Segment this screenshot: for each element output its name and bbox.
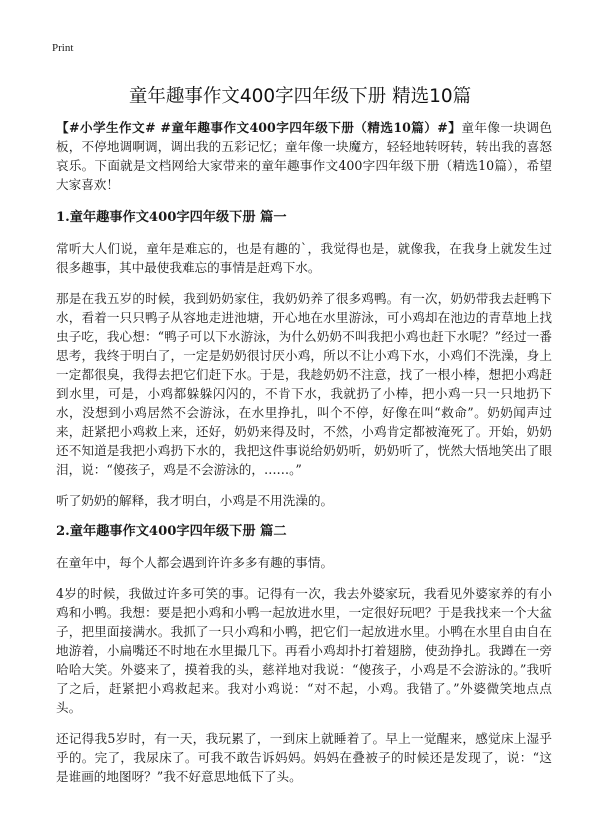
document-body [56, 118, 552, 798]
paragraph: 听了奶奶的解释，我才明白，小鸡是不用洗澡的。 [56, 493, 334, 508]
intro-text: 童年像一块调色板，不停地调啊调，调出我的五彩记忆；童年像一块魔方，轻轻地转呀转，转出我的喜怒哀乐。下面就是文档网给大家带来的童年趣事作文400字四年级下册（精选10篇），希望大家喜欢！ [56, 120, 552, 192]
page-title: 童年趣事作文400字四年级下册 精选10篇 [128, 86, 472, 107]
paragraph: 在童年中，每个人都会遇到许许多多有趣的事情。 [56, 555, 334, 570]
section-heading-1: 1.童年趣事作文400字四年级下册 篇一 [56, 210, 287, 225]
intro-paragraph [56, 118, 552, 194]
intro-tag: 【#小学生作文# #童年趣事作文400字四年级下册（精选10篇）#】 [56, 120, 462, 135]
paragraph: 4岁的时候，我做过许多可笑的事。记得有一次，我去外婆家玩，我看见外婆家养的有小鸡和小鸭。我想：要是把小鸡和小鸭一起放进水里，一定很好玩吧？于是我找来一个大盆子，把里面接满水。我抓了一只小鸡和小鸭，把它们一起放进水里。小鸭在水里自由自在地游着，小扁嘴还不时地在水里撮几下。再看小鸡却扑打着翅膀，使劲挣扎。我蹲在一旁哈哈大笑。外婆来了，摸着我的头，慈祥地对我说：“傻孩子，小鸡是不会游泳的。”我听了之后，赶紧把小鸡救起来。我对小鸡说：“对不起，小鸡。我错了。”外婆微笑地点点头。 [56, 586, 552, 715]
paragraph: 还记得我5岁时，有一天，我玩累了，一到床上就睡着了。早上一觉醒来，感觉床上湿乎乎的。完了，我尿床了。可我不敢告诉妈妈。妈妈在叠被子的时候还是发现了，说：“这是谁画的地图呀？”我不好意思地低下了头。 [56, 731, 552, 784]
paragraph: 那是在我五岁的时候，我到奶奶家住，我奶奶养了很多鸡鸭。有一次，奶奶带我去赶鸭下水，看着一只只鸭子从容地走进池塘，开心地在水里游泳，可小鸡却在池边的青草地上找虫子吃，我心想：“鸭子可以下水游泳，为什么奶奶不叫我把小鸡也赶下水呢？”经过一番思考，我终于明白了，一定是奶奶很讨厌小鸡，所以不让小鸡下水，小鸡们不洗澡，身上一定都很臭，我得去把它们赶下水。于是，我趁奶奶不注意，找了一根小棒，想把小鸡赶到水里，可是，小鸡都躲躲闪闪的，不肯下水，我就扔了小棒，把小鸡一只一只地扔下水，没想到小鸡居然不会游泳，在水里挣扎，叫个不停，好像在叫“救命”。奶奶闻声过来，赶紧把小鸡救上来，还好，奶奶来得及时，不然，小鸡肯定都被淹死了。开始，奶奶还不知道是我把小鸡扔下水的，我把这件事说给奶奶听，奶奶听了，恍然大悟地笑出了眼泪，说：“傻孩子，鸡是不会游泳的，……。” [56, 291, 552, 477]
paragraph: 常听大人们说，童年是难忘的，也是有趣的`，我觉得也是，就像我，在我身上就发生过很多趣事，其中最使我难忘的事情是赶鸡下水。 [56, 241, 552, 275]
print-link[interactable]: Print [52, 42, 74, 54]
section-heading-2: 2.童年趣事作文400字四年级下册 篇二 [56, 524, 287, 539]
